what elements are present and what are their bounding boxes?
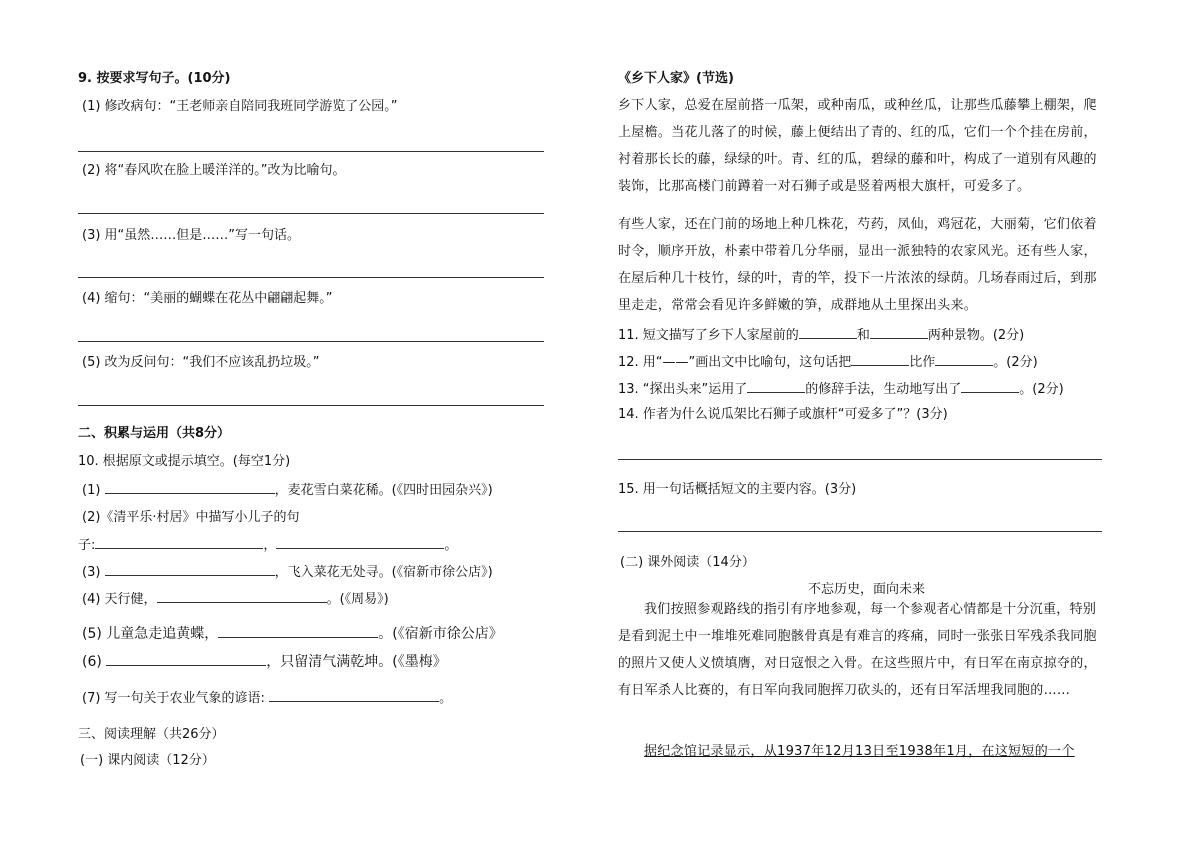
q10-6 [82,653,447,671]
section-3-title: 三、阅读理解（共26分） [78,727,225,742]
q10-1-label: (1) [82,483,101,498]
passage-2-title: 不忘历史，面向未来 [808,582,926,597]
blank[interactable] [851,353,909,366]
q9-item-2: (2) 将“春风吹在脸上暖洋洋的。”改为比喻句。 [82,163,346,178]
q10-2-line2 [78,536,457,555]
q10-5-tail: 。(《宿新市徐公店》 [378,626,503,642]
q13-c: 。(2分) [1019,382,1064,397]
q10-7 [82,689,452,708]
q11-c: 两种景物。(2分) [927,328,1025,343]
q11-b: 和 [856,328,870,343]
answer-line[interactable] [618,459,1102,460]
q10-2-line1: (2)《清平乐·村居》中描写小儿子的句 [82,510,300,525]
passage-paragraph-2: 有些人家，还在门前的场地上种几株花，芍药，凤仙，鸡冠花，大丽菊，它们依着时令，顺序开放，朴素中带着几分华丽，显出一派独特的农家风光。还有些人家，在屋后种几十枝竹，绿的叶，青的竿，投下一片浓浓的绿荫。几场春雨过后，到那里走走，常常会看见许多鲜嫩的笋，成群地从土里探出头来。 [618,217,1097,313]
q15: 15. 用一句话概括短文的主要内容。(3分) [618,482,857,497]
blank[interactable] [105,563,275,576]
passage-2-paragraph-1: 我们按照参观路线的指引有序地参观，每一个参观者心情都是十分沉重，特别是看到泥土中一堆堆死难同胞骸骨真是有难言的疼痛，同时一张张日军残杀我同胞的照片又使人义愤填膺，对日寇恨之入骨。在这些照片中，有日军在南京掠夺的，有日军杀人比赛的，有日军向我同胞挥刀砍头的，还有日军活埋我同胞的…… [618,602,1097,698]
blank[interactable] [106,653,266,666]
q12-b: 比作 [909,355,936,370]
q10-5-label: (5) 儿童急走追黄蝶， [82,626,219,642]
passage-2-paragraph-2: 据纪念馆记录显示，从1937年12月13日至1938年1月，在这短短的一个 [644,744,1075,759]
q9-item-5: (5) 改为反问句：“我们不应该乱扔垃圾。” [82,355,320,370]
part-1-title: (一) 课内阅读（12分） [80,753,215,768]
passage-title: 《乡下人家》(节选) [618,71,734,86]
blank[interactable] [935,353,993,366]
q10-7-label: (7) 写一句关于农业气象的谚语: [82,691,265,706]
q10-4-label: (4) 天行健， [82,592,157,607]
blank[interactable] [747,380,805,393]
blank[interactable] [276,536,444,549]
q10-2-mid: ， [263,538,277,553]
q9-item-4: (4) 缩句：“美丽的蝴蝶在花丛中翩翩起舞。” [82,291,333,306]
q12 [618,353,1038,372]
q10-title: 10. 根据原文或提示填空。(每空1分) [78,454,291,469]
q10-2-prefix: 子: [78,538,96,553]
q11 [618,326,1024,345]
q10-6-tail: ，只留清气满乾坤。(《墨梅》 [266,654,447,670]
q12-a: 12. 用“——”画出文中比喻句，这句话把 [618,355,852,370]
q10-4 [82,590,389,609]
q13 [618,380,1064,399]
q10-4-tail: 。(《周易》) [326,592,389,607]
section-2-title: 二、积累与运用（共8分） [78,426,231,441]
blank[interactable] [95,536,263,549]
q10-1 [82,481,493,500]
passage-paragraph-1: 乡下人家，总爱在屋前搭一瓜架，或种南瓜，或种丝瓜，让那些瓜藤攀上棚架，爬上屋檐。当花儿落了的时候，藤上便结出了青的、红的瓜，它们一个个挂在房前，衬着那长长的藤，绿绿的叶。青、红的瓜，碧绿的藤和叶，构成了一道别有风趣的装饰，比那高楼门前蹲着一对石狮子或是竖着两根大旗杆，可爱多了。 [618,98,1097,194]
part-2-title: (二) 课外阅读（14分） [620,555,755,570]
blank[interactable] [799,326,857,339]
answer-line[interactable] [78,405,544,406]
answer-line[interactable] [78,277,544,278]
q10-2-tail: 。 [444,538,458,553]
q9-item-3: (3) 用“虽然……但是……”写一句话。 [82,228,301,243]
q10-5 [82,625,503,643]
answer-line[interactable] [78,213,544,214]
q10-6-label: (6) [82,654,102,670]
q9-item-1: (1) 修改病句：“王老师亲自陪同我班同学游览了公园。” [82,99,398,114]
q13-a: 13. “探出头来”运用了 [618,382,748,397]
blank[interactable] [961,380,1019,393]
q10-3-label: (3) [82,565,101,580]
blank[interactable] [870,326,928,339]
blank[interactable] [218,625,378,638]
q9-title: 9. 按要求写句子。(10分) [78,71,231,86]
q10-3-tail: ，飞入菜花无处寻。(《宿新市徐公店》) [274,565,493,580]
q13-b: 的修辞手法，生动地写出了 [805,382,962,397]
blank[interactable] [269,689,439,702]
blank[interactable] [157,590,327,603]
q10-7-tail: 。 [439,691,453,706]
q14: 14. 作者为什么说瓜架比石狮子或旗杆“可爱多了”？(3分) [618,407,948,422]
q11-a: 11. 短文描写了乡下人家屋前的 [618,328,799,343]
q12-c: 。(2分) [993,355,1038,370]
answer-line[interactable] [78,151,544,152]
answer-line[interactable] [618,531,1102,532]
answer-line[interactable] [78,341,544,342]
blank[interactable] [105,481,275,494]
q10-1-tail: ，麦花雪白菜花稀。(《四时田园杂兴》) [274,483,493,498]
q10-3 [82,563,493,582]
